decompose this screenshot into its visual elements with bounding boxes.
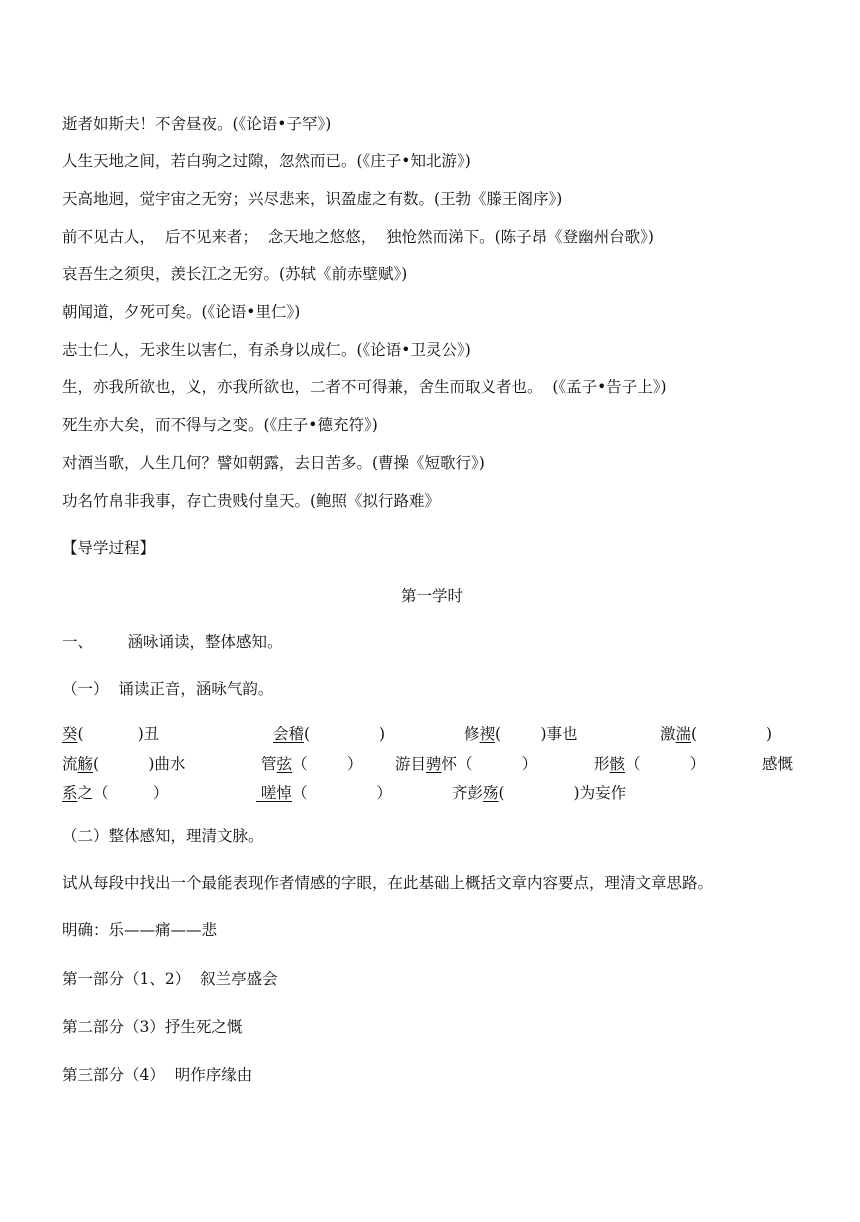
quote-line: 生，亦我所欲也，义，亦我所欲也，二者不可得兼，舍生而取义者也。 (《孟子•告子上》) (62, 378, 667, 396)
underlined-char: 湍 (675, 725, 692, 743)
pinyin-item: 流觞( )曲水 (62, 755, 186, 773)
quote-line: 对酒当歌，人生几何？譬如朝露，去日苦多。(曹操《短歌行》) (62, 454, 485, 472)
pinyin-item: 修禊( )事也 (464, 725, 578, 743)
task-instruction: 试从每段中找出一个最能表现作者情感的字眼，在此基础上概括文章内容要点，理清文章思路。 (62, 874, 714, 892)
part-one-heading: 一、 涵咏诵读，整体感知。 (62, 633, 283, 651)
lesson-title: 第一学时 (400, 587, 463, 605)
underlined-char: 殇 (483, 784, 499, 802)
pinyin-item: 齐彭殇( )为妄作 (452, 784, 627, 802)
underlined-char: 骸 (609, 755, 626, 773)
quote-line: 逝者如斯夫！不舍昼夜。(《论语•子罕》) (62, 115, 332, 133)
pinyin-item: 癸( )丑 (62, 725, 160, 743)
underlined-char: 系 (62, 784, 78, 802)
quote-line: 哀吾生之须臾，羡长江之无穷。(苏轼《前赤壁赋》) (62, 265, 408, 283)
underlined-char: 禊 (479, 725, 496, 743)
pinyin-item: 系之（ ） (62, 784, 169, 802)
outline-part: 第一部分（1、2） 叙兰亭盛会 (62, 970, 278, 988)
underlined-char: 弦 (276, 755, 293, 773)
quote-line: 志士仁人，无求生以害仁，有杀身以成仁。(《论语•卫灵公》) (62, 341, 471, 359)
underlined-char: 骋 (426, 755, 442, 773)
pinyin-item: 会稽( ) (273, 725, 386, 743)
pinyin-item: 形骸（ ） (594, 755, 706, 773)
pinyin-item: 激湍( ) (660, 725, 773, 743)
answer-line: 明确：乐——痛——悲 (62, 921, 218, 939)
pinyin-item: 嗟悼（ ） (256, 784, 392, 802)
underlined-char: 觞 (77, 755, 94, 773)
outline-part: 第三部分（4） 明作序缘由 (62, 1066, 253, 1084)
pinyin-item: 游目骋怀（ ） (395, 755, 538, 773)
underlined-char: 会稽 (273, 725, 305, 743)
quote-line: 人生天地之间，若白驹之过隙，忽然而已。(《庄子•知北游》) (62, 152, 471, 170)
outline-part: 第二部分（3）抒生死之慨 (62, 1018, 243, 1036)
pinyin-item: 感慨 (762, 755, 794, 773)
section-heading: 【导学过程】 (62, 539, 156, 557)
underlined-char: 癸 (62, 725, 78, 743)
underlined-char: 嗟悼 (256, 784, 292, 802)
quote-line: 功名竹帛非我事，存亡贵贱付皇天。(鲍照《拟行路难》 (62, 492, 441, 510)
pinyin-item: 管弦（ ） (261, 755, 363, 773)
quote-line: 死生亦大矣，而不得与之变。(《庄子•德充符》) (62, 416, 378, 434)
quote-line: 朝闻道，夕死可矣。(《论语•里仁》) (62, 303, 301, 321)
sub-heading-two: （二）整体感知，理清文脉。 (62, 827, 264, 845)
quote-line: 前不见古人， 后不见来者； 念天地之悠悠， 独怆然而涕下。(陈子昂《登幽州台歌》) (62, 228, 654, 246)
quote-line: 天高地迥，觉宇宙之无穷；兴尽悲来，识盈虚之有数。(王勃《滕王阁序》) (62, 190, 563, 208)
sub-heading-one: （一） 诵读正音，涵咏气韵。 (62, 680, 274, 698)
